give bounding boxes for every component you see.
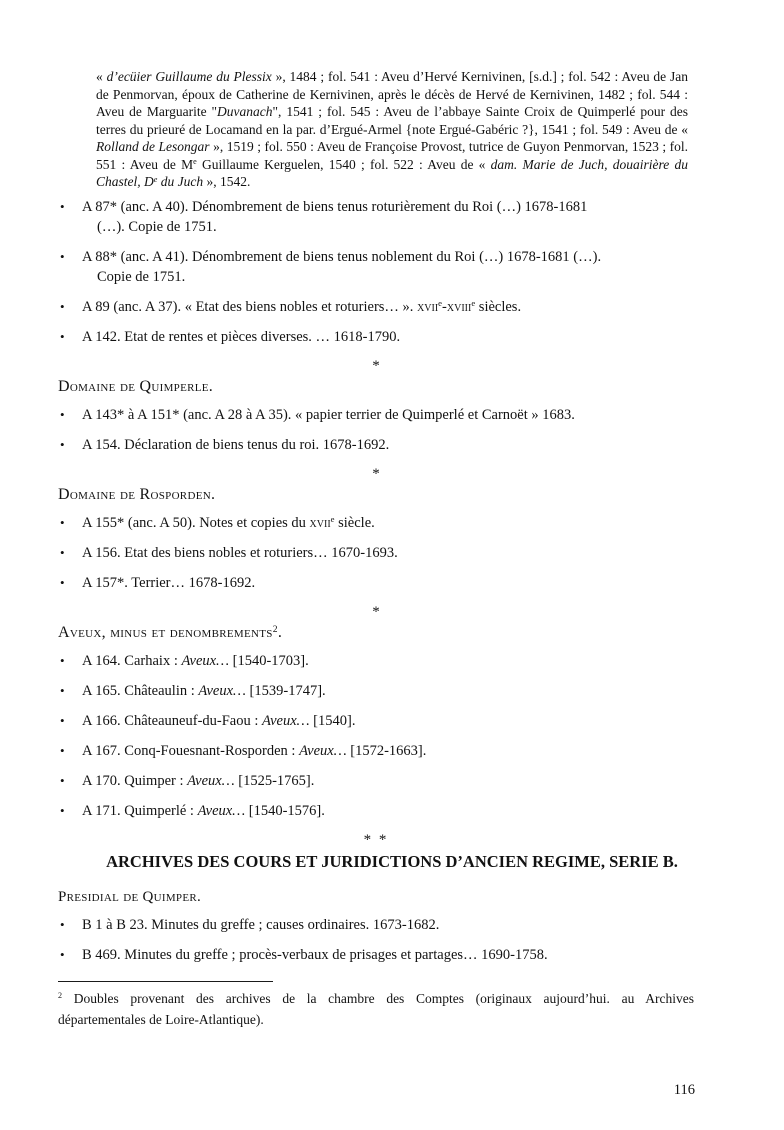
aveux-list (58, 651, 694, 821)
inventory-entry: • A 170. Quimper : Aveux… [1525-1765]. (58, 771, 694, 791)
footnote-line: $^2$ Doubles provenant des archives de la chambre des Comptes (originaux aujourd’hui. au Archives (58, 990, 694, 1006)
inventory-entry: • A 142. Etat de rentes et pièces diverses. … 1618-1790. (58, 327, 694, 347)
section-separator: * (372, 603, 380, 620)
heading-presidial-quimper: Presidial de Quimper. (58, 888, 202, 905)
footnote-line: départementales de Loire-Atlantique). (58, 1011, 264, 1027)
section-separator: * (372, 357, 380, 374)
inventory-entry: • A 155* (anc. A 50). Notes et copies du xvii$^e$ siècle. (58, 513, 694, 533)
document-content (58, 68, 694, 1030)
inventory-entry: • A 165. Châteaulin : Aveux… [1539-1747]. (58, 681, 694, 701)
inventory-entry: • A 164. Carhaix : Aveux… [1540-1703]. (58, 651, 694, 671)
page-number: 116 (673, 1082, 695, 1098)
inventory-entry: • A 171. Quimperlé : Aveux… [1540-1576]. (58, 801, 694, 821)
presidial-list (58, 915, 694, 965)
rosporden-list (58, 513, 694, 593)
royal-domain-list (58, 197, 694, 347)
inventory-entry: • A 167. Conq-Fouesnant-Rosporden : Aveux… [1572-1663]. (58, 741, 694, 761)
inventory-entry: • B 1 à B 23. Minutes du greffe ; causes ordinaires. 1673-1682. (58, 915, 694, 935)
heading-domaine-rosporden: Domaine de Rosporden. (58, 485, 216, 503)
inventory-entry: • A 166. Châteauneuf-du-Faou : Aveux… [1540]. (58, 711, 694, 731)
intro-paragraph: « d’ecüier Guillaume du Plessix », 1484 ; fol. 541 : Aveu d’Hervé Kernivinen, [s.d.] ; fol. 542 : Aveu de Jan de Penmorvan, époux de Catherine de Kernivinen, après le décès de Hervé de Kernivinen, 1482 ; fol. 544 : Aveu de Marguarite "Duvanach", 1541 ; fol. 545 : Aveu de l’abbaye Sainte Croix de Quimperlé pour des terres du prieuré de Locamand en la par. d’Ergué-Armel {note Ergué-Gabéric ?}, 1541 ; fol. 549 : Aveu de « Rolland de Lesongar », 1519 ; fol. 550 : Aveu de Françoise Provost, tutrice de Guyon Penmorvan, 1523 ; fol. 551 : Aveu de Me Guillaume Kerguelen, 1540 ; fol. 522 : Aveu de « dam. Marie de Juch, douairière du Chastel, De du Juch », 1542. (96, 69, 688, 189)
heading-serie-b: ARCHIVES DES COURS ET JURIDICTIONS D’ANCIEN REGIME, SERIE B. (106, 851, 678, 871)
inventory-entry: • A 89 (anc. A 37). « Etat des biens nobles et roturiers… ». xvii$^e$-xviii$^e$ siècles. (58, 297, 694, 317)
heading-domaine-quimperle: Domaine de Quimperle. (58, 377, 214, 395)
inventory-entry: • A 156. Etat des biens nobles et roturiers… 1670-1693. (58, 543, 694, 563)
inventory-entry: • A 88* (anc. A 41). Dénombrement de biens tenus noblement du Roi (…) 1678-1681 (…). Copie de 1751. (58, 247, 694, 287)
section-separator: * (372, 465, 380, 482)
inventory-entry: • A 143* à A 151* (anc. A 28 à A 35). « papier terrier de Quimperlé et Carnoët » 1683. (58, 405, 694, 425)
heading-aveux-minus-denombrements: Aveux, minus et denombrements$^2$. (58, 623, 283, 641)
inventory-entry: • B 469. Minutes du greffe ; procès-verbaux de prisages et partages… 1690-1758. (58, 945, 694, 965)
inventory-entry: • A 157*. Terrier… 1678-1692. (58, 573, 694, 593)
inventory-entry: • A 87* (anc. A 40). Dénombrement de biens tenus roturièrement du Roi (…) 1678-1681 (…). Copie de 1751. (58, 197, 694, 237)
footnote-rule (58, 981, 273, 982)
major-section-separator: * * (363, 831, 389, 848)
footnote (58, 981, 694, 1030)
inventory-entry: • A 154. Déclaration de biens tenus du roi. 1678-1692. (58, 435, 694, 455)
quimperle-list (58, 405, 694, 455)
